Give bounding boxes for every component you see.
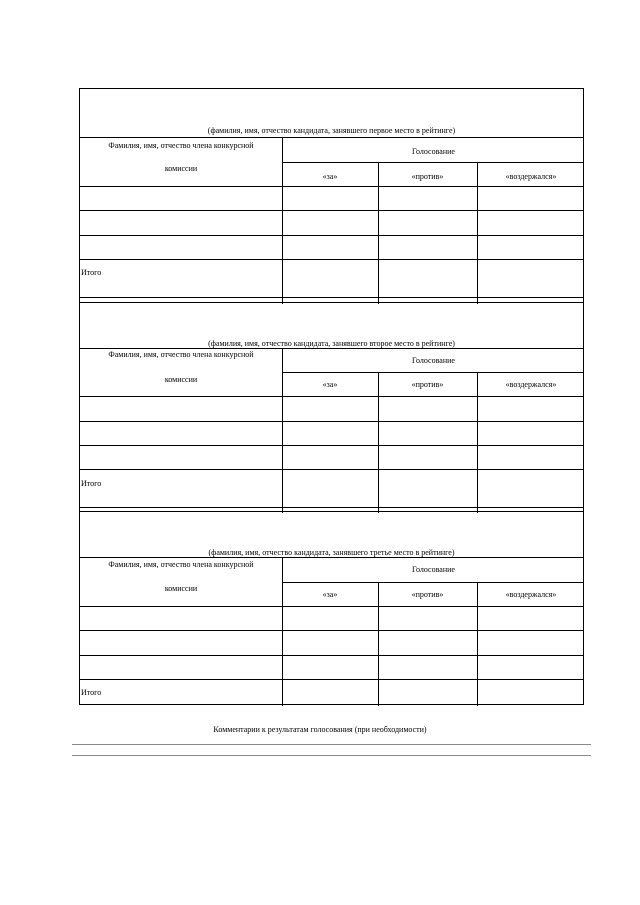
- divider: [80, 348, 583, 349]
- member-header-line1: Фамилия, имя, отчество члена конкурсной: [108, 141, 254, 150]
- candidate-caption: (фамилия, имя, отчество кандидата, занявшего второе место в рейтинге): [208, 339, 455, 348]
- member-header-line2: комиссии: [164, 584, 198, 593]
- vote-against-header: «против»: [411, 380, 444, 389]
- voting-header: Голосование: [412, 565, 455, 574]
- vote-for-header: «за»: [322, 380, 338, 389]
- total-label: Итого: [81, 688, 102, 697]
- candidate-caption: (фамилия, имя, отчество кандидата, занявшего третье место в рейтинге): [208, 548, 455, 557]
- member-header-line2: комиссии: [164, 375, 198, 384]
- voting-header: Голосование: [412, 356, 455, 365]
- vote-abstain-header: «воздержался»: [505, 172, 557, 181]
- vote-for-header: «за»: [322, 172, 338, 181]
- candidate-caption: (фамилия, имя, отчество кандидата, занявшего первое место в рейтинге): [207, 126, 456, 135]
- comment-line-1[interactable]: [72, 744, 591, 745]
- comment-label: Комментарии к результатам голосования (при необходимости): [213, 725, 427, 734]
- member-header-line1: Фамилия, имя, отчество члена конкурсной: [108, 350, 254, 359]
- vote-abstain-header: «воздержался»: [505, 590, 557, 599]
- voting-header: Голосование: [412, 147, 455, 156]
- member-header-line1: Фамилия, имя, отчество члена конкурсной: [108, 560, 254, 569]
- total-label: Итого: [81, 268, 102, 277]
- voting-table-first-place: [79, 88, 584, 303]
- total-label: Итого: [81, 479, 102, 488]
- voting-table-second-place: [79, 297, 584, 512]
- comment-line-2[interactable]: [72, 755, 591, 756]
- divider: [80, 557, 583, 558]
- vote-for-header: «за»: [322, 590, 338, 599]
- voting-table-third-place: [79, 507, 584, 705]
- vote-against-header: «против»: [411, 590, 444, 599]
- divider: [80, 137, 583, 138]
- vote-abstain-header: «воздержался»: [505, 380, 557, 389]
- vote-against-header: «против»: [411, 172, 444, 181]
- member-header-line2: комиссии: [164, 164, 198, 173]
